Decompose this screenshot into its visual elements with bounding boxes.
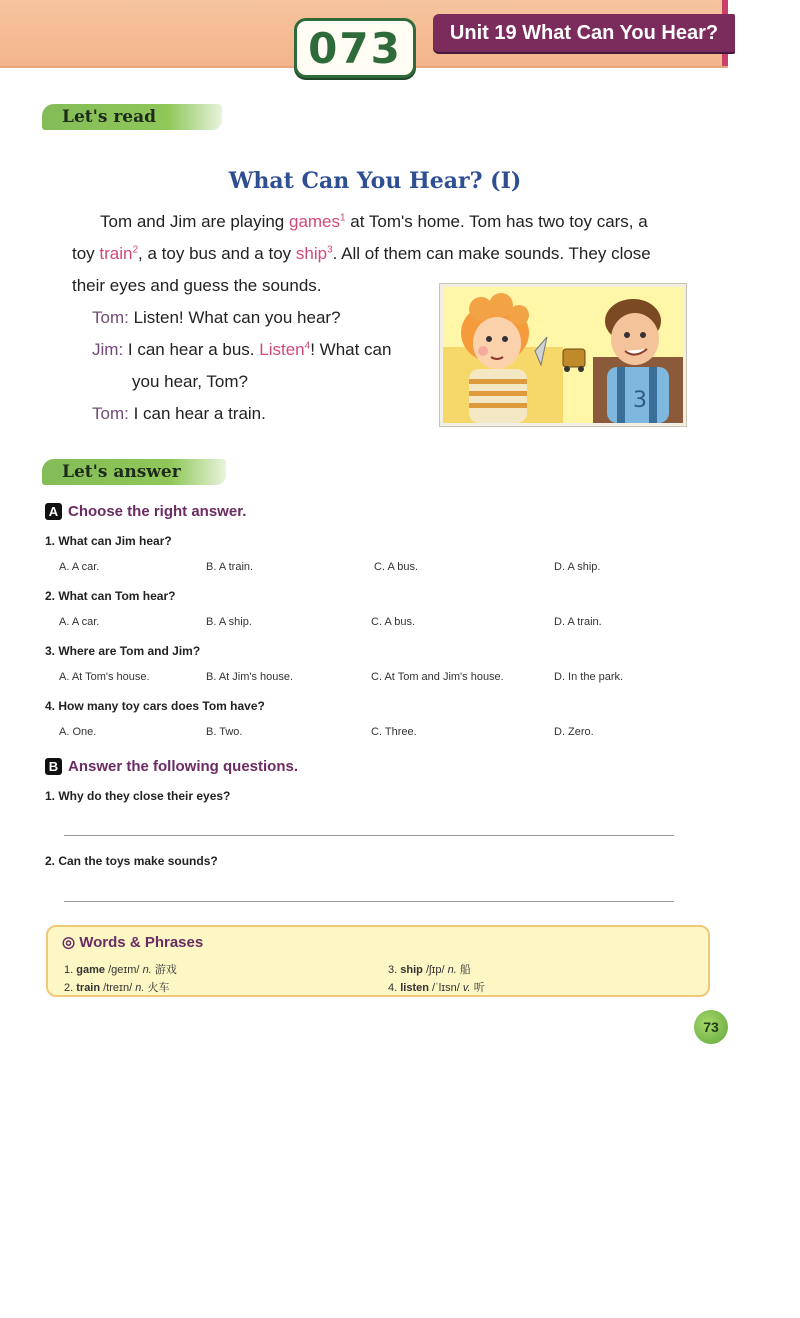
words-heading: ◎ Words & Phrases (62, 934, 204, 951)
question-4: 4. How many toy cars does Tom have? (45, 699, 265, 713)
dialogue-line-1: Tom: Listen! What can you hear? (92, 308, 341, 327)
dialogue-line-3: Tom: I can hear a train. (92, 404, 266, 423)
part-b-letter: B (45, 758, 62, 775)
svg-text:3: 3 (633, 388, 647, 413)
part-b-heading (45, 758, 298, 775)
q2-option-d[interactable]: D. A train. (554, 616, 602, 628)
word-item-listen: 4. listen /ˈlɪsn/ v. 听 (388, 982, 485, 994)
q1-option-d[interactable]: D. A ship. (554, 561, 601, 573)
q2-option-c[interactable]: C. A bus. (371, 616, 416, 628)
passage-line-1: Tom and Jim are playing games$^1$ at Tom's home. Tom has two toy cars, a (100, 212, 648, 231)
passage-line-3: their eyes and guess the sounds. (72, 276, 322, 295)
boys-illustration (440, 284, 686, 426)
q1-option-a[interactable]: A. A car. (59, 561, 100, 573)
answer-line-2[interactable] (64, 901, 674, 902)
lets-read-label: Let's read (42, 104, 222, 130)
dialogue-line-2-cont: you hear, Tom? (132, 372, 248, 391)
q3-option-b[interactable]: B. At Jim's house. (206, 671, 294, 683)
answer-line-1[interactable] (64, 835, 674, 836)
question-3: 3. Where are Tom and Jim? (45, 644, 201, 658)
open-question-1: 1. Why do they close their eyes? (45, 789, 231, 803)
part-a-letter: A (45, 503, 62, 520)
q3-option-a[interactable]: A. At Tom's house. (59, 671, 150, 683)
page-code-badge (294, 18, 416, 78)
word-item-game: 1. game /geɪm/ n. 游戏 (64, 964, 177, 976)
part-a-heading (45, 503, 246, 520)
q2-option-b[interactable]: B. A ship. (206, 616, 252, 628)
question-1: 1. What can Jim hear? (45, 534, 172, 548)
boys-illustration-art (443, 287, 683, 423)
page-code: 073 (308, 23, 402, 73)
vocab-games: games (288, 212, 341, 231)
q4-option-d[interactable]: D. Zero. (554, 726, 594, 738)
q1-option-b[interactable]: B. A train. (206, 561, 254, 573)
page-number: 73 (694, 1010, 728, 1044)
dialogue-line-2: Jim: I can hear a bus. Listen$^4$! What can (92, 340, 392, 359)
word-item-train: 2. train /treɪn/ n. 火车 (64, 982, 170, 994)
part-b-instruction: Answer the following questions. (68, 758, 299, 775)
q4-option-a[interactable]: A. One. (59, 726, 97, 738)
reading-title: What Can You Hear? (I) (228, 168, 522, 194)
q3-option-d[interactable]: D. In the park. (554, 671, 624, 683)
question-2: 2. What can Tom hear? (45, 589, 176, 603)
passage-line-2: toy train$^2$, a toy bus and a toy ship$^3$. All of them can make sounds. They close (72, 244, 651, 263)
q2-option-a[interactable]: A. A car. (59, 616, 100, 628)
q4-option-b[interactable]: B. Two. (206, 726, 243, 738)
q4-option-c[interactable]: C. Three. (371, 726, 417, 738)
open-question-2: 2. Can the toys make sounds? (45, 854, 218, 868)
word-item-ship: 3. ship /ʃɪp/ n. 船 (388, 964, 471, 976)
vocab-ship: ship (295, 244, 328, 263)
lets-answer-label: Let's answer (42, 459, 226, 485)
vocab-listen: Listen (259, 340, 305, 359)
unit-title: Unit 19 What Can You Hear? (433, 14, 735, 52)
part-a-instruction: Choose the right answer. (68, 503, 247, 520)
vocab-train: train (99, 244, 133, 263)
q3-option-c[interactable]: C. At Tom and Jim's house. (371, 671, 504, 683)
q1-option-c[interactable]: C. A bus. (374, 561, 419, 573)
